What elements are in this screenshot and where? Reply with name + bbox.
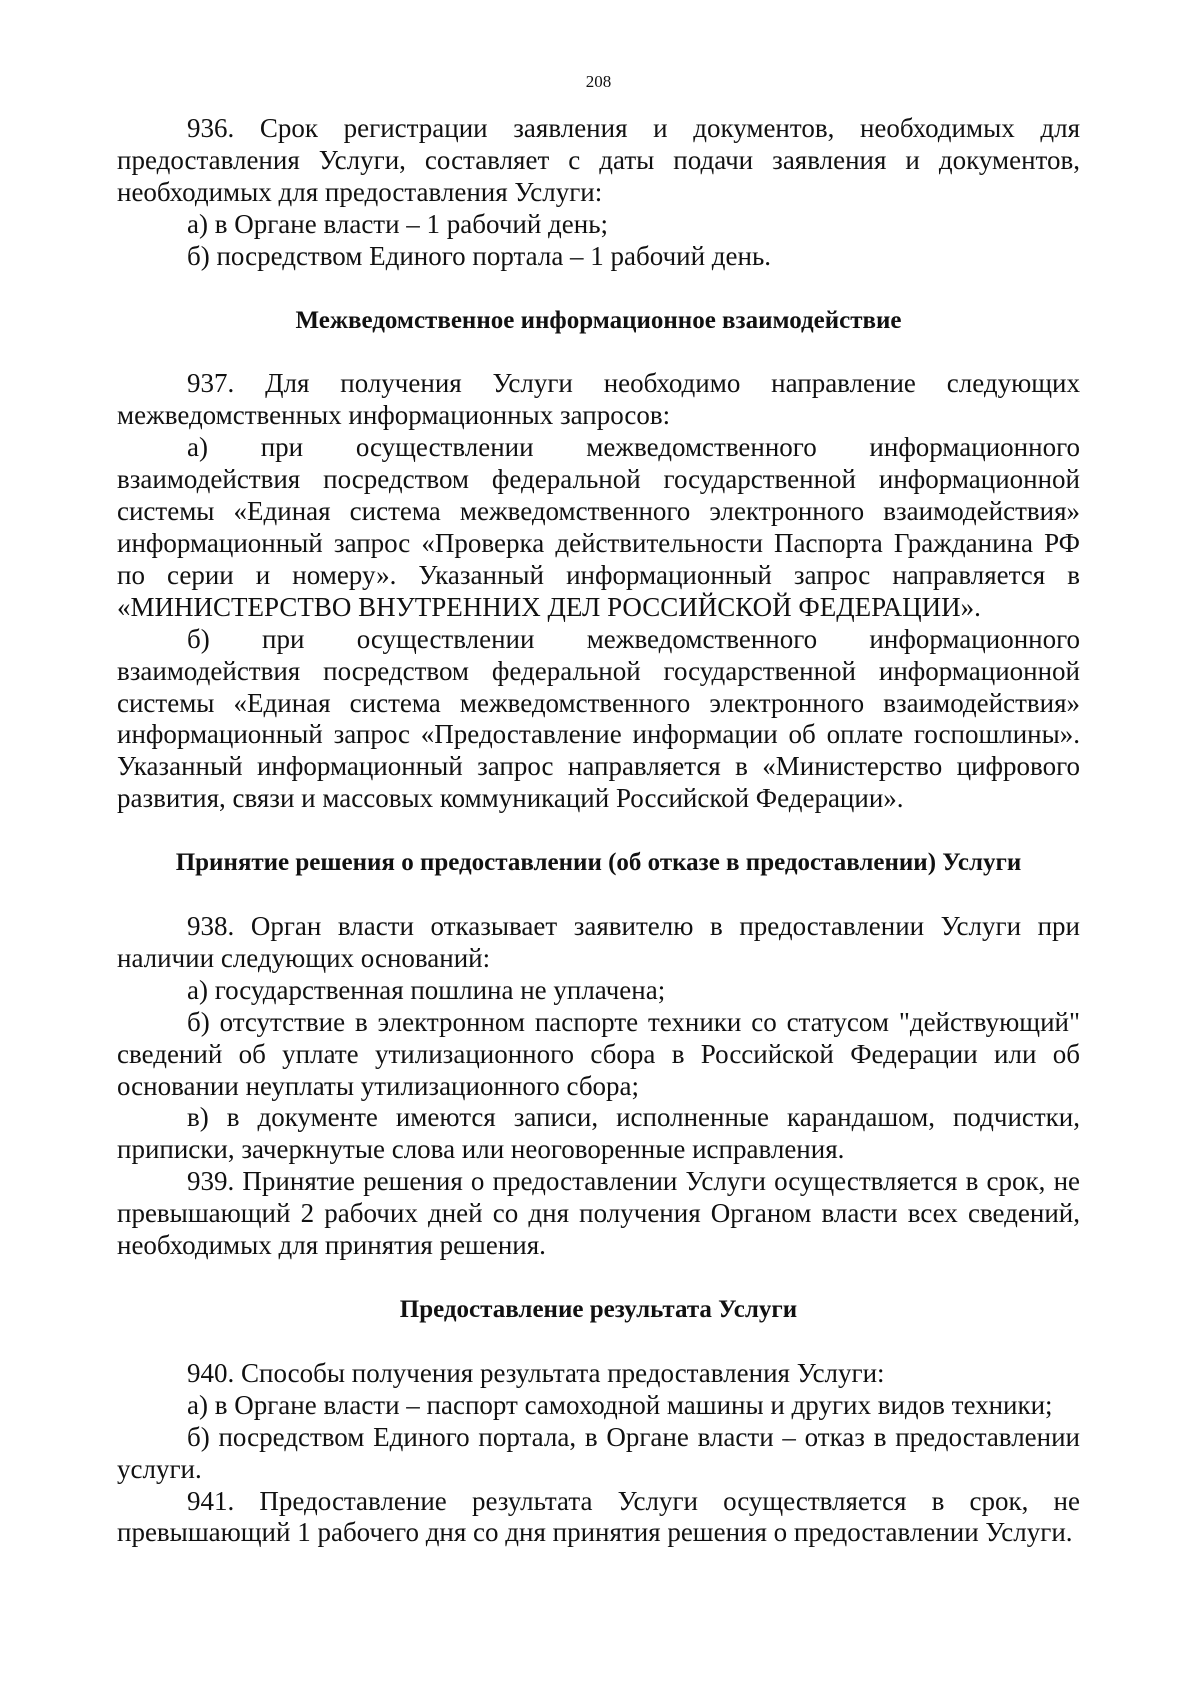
- page-number: 208: [585, 72, 612, 91]
- paragraph-937-a: а) при осуществлении межведомственного информационного взаимодействия посредством федеральной государственной информационной системы «Единая система межведомственного электронного взаимодействия» информационный запрос «Проверка действительности Паспорта Гражданина РФ по серии и номеру». Указанный информационный запрос направляется в «МИНИСТЕРСТВО ВНУТРЕННИХ ДЕЛ РОССИЙСКОЙ ФЕДЕРАЦИИ».: [117, 432, 1080, 622]
- paragraph-940-a: а) в Органе власти – паспорт самоходной машины и других видов техники;: [187, 1389, 1053, 1420]
- paragraph-939: 939. Принятие решения о предоставлении Услуги осуществляется в срок, не превышающий 2 рабочих дней со дня получения Органом власти всех сведений, необходимых для принятия решения.: [117, 1166, 1080, 1261]
- paragraph-936: 936. Срок регистрации заявления и документов, необходимых для предоставления Услуги, составляет с даты подачи заявления и документов, необходимых для предоставления Услуги:: [117, 113, 1080, 207]
- paragraph-938: 938. Орган власти отказывает заявителю в предоставлении Услуги при наличии следующих оснований:: [117, 911, 1080, 973]
- paragraph-936-b: б) посредством Единого портала – 1 рабочий день.: [187, 240, 772, 271]
- paragraph-938-c: в) в документе имеются записи, исполненные карандашом, подчистки, приписки, зачеркнутые слова или неоговоренные исправления.: [117, 1102, 1080, 1165]
- paragraph-940-b: б) посредством Единого портала, в Органе власти – отказ в предоставлении услуги.: [117, 1421, 1080, 1484]
- paragraph-938-b: б) отсутствие в электронном паспорте техники со статусом "действующий" сведений об уплате утилизационного сбора в Российской Федерации или об основании неуплаты утилизационного сбора;: [117, 1006, 1080, 1101]
- paragraph-936-a: а) в Органе власти – 1 рабочий день;: [187, 208, 609, 239]
- paragraph-940: 940. Способы получения результата предоставления Услуги:: [187, 1357, 885, 1388]
- paragraph-941: 941. Предоставление результата Услуги осуществляется в срок, не превышающий 1 рабочего дня со дня принятия решения о предоставлении Услуги.: [117, 1485, 1080, 1548]
- section-heading-decision: Принятие решения о предоставлении (об отказе в предоставлении) Услуги: [175, 849, 1022, 877]
- paragraph-937-b: б) при осуществлении межведомственного информационного взаимодействия посредством федеральной государственной информационной системы «Единая система межведомственного электронного взаимодействия» информационный запрос «Предоставление информации об оплате госпошлины». Указанный информационный запрос направляется в «Министерство цифрового развития, связи и массовых коммуникаций Российской Федерации».: [117, 623, 1080, 814]
- paragraph-938-a: а) государственная пошлина не уплачена;: [187, 974, 666, 1005]
- paragraph-937: 937. Для получения Услуги необходимо направление следующих межведомственных информационных запросов:: [117, 368, 1080, 431]
- section-heading-result: Предоставление результата Услуги: [399, 1296, 798, 1323]
- section-heading-interagency: Межведомственное информационное взаимодействие: [295, 306, 902, 334]
